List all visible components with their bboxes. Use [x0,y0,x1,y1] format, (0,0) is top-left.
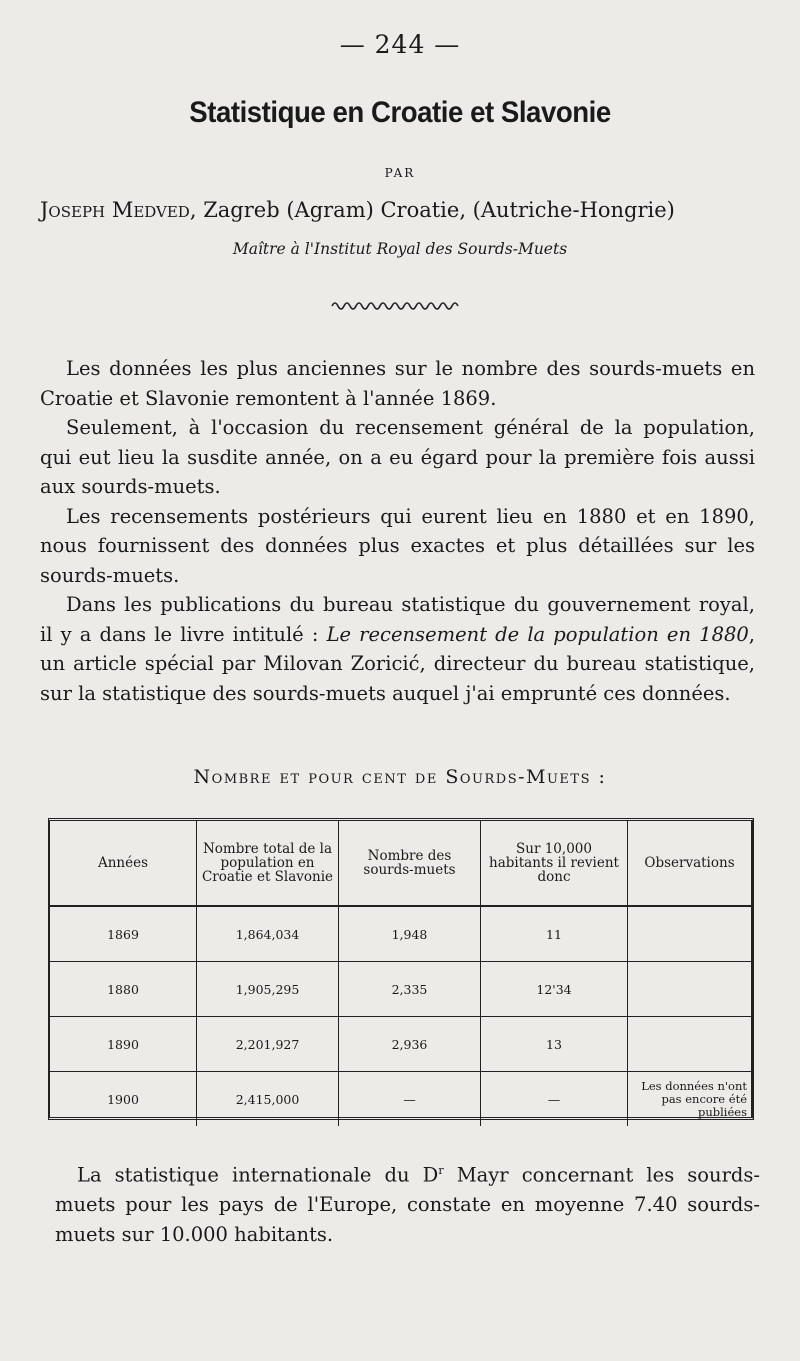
table-title: Nombre et pour cent de Sourds-Muets : [193,766,607,788]
table-row [50,1017,751,1072]
body-text [40,354,755,708]
closing-superscript: r [438,1164,444,1177]
cell-year: 1880 [50,962,197,1017]
book-title: Le recensement de la population en 1880 [326,622,749,646]
cell-year: 1890 [50,1017,197,1072]
cell-observations [628,1017,752,1072]
page-number: — 244 — [339,30,461,59]
header-years: Années [50,821,197,906]
table-row [50,906,751,962]
cell-observations [628,906,752,962]
paragraph-3: Les recensements postérieurs qui eurent lieu en 1880 et en 1890, nous fournissent des données plus exactes et plus détaillées sur les sourds-muets. [40,504,755,587]
cell-per-10000: 12'34 [481,962,628,1017]
author-affiliation: Maître à l'Institut Royal des Sourds-Muets [232,240,568,258]
statistics-table [48,818,754,1120]
cell-year: 1900 [50,1072,197,1127]
closing-text-start: La statistique internationale du D [77,1163,439,1187]
paragraph-4-start: Dans les publications du bureau statistique du gouvernement royal, il y a dans le livre intitulé : [40,593,755,646]
author-last-name: Medved [111,198,190,222]
paragraph-2: Seulement, à l'occasion du recensement général de la population, qui eut lieu la susdite année, on a eu égard pour la première fois aussi aux sourds-muets. [40,416,755,498]
by-line: PAR [384,166,416,180]
paragraph-1: Les données les plus anciennes sur le nombre des sourds-muets en Croatie et Slavonie remontent à l'année 1869. [40,357,755,410]
header-deafmutes: Nombre des sourds-muets [339,821,481,906]
paragraph-4-end: , un article spécial par Milovan Zoricić, directeur du bureau statistique, sur la statistique des sourds-muets auquel j'ai emprunté ces données. [40,622,755,705]
cell-deafmutes: — [339,1072,481,1127]
cell-population: 2,201,927 [197,1017,339,1072]
wave-ornament [330,298,460,318]
paragraph-4 [40,590,755,708]
header-population: Nombre total de la population en Croatie et Slavonie [197,821,339,906]
author-first-name: Joseph [40,198,106,222]
cell-year: 1869 [50,906,197,962]
cell-deafmutes: 1,948 [339,906,481,962]
table-row [50,1072,751,1127]
author-location: , Zagreb (Agram) Croatie, (Autriche-Hongrie) [189,198,675,222]
table-row [50,962,751,1017]
cell-observations [628,962,752,1017]
article-title: Statistique en Croatie et Slavonie [189,96,611,129]
cell-observations: Les données n'ont pas encore été publiées [641,1078,747,1119]
cell-per-10000: — [481,1072,628,1127]
cell-deafmutes: 2,936 [339,1017,481,1072]
cell-population: 2,415,000 [197,1072,339,1127]
cell-population: 1,864,034 [197,906,339,962]
cell-deafmutes: 2,335 [339,962,481,1017]
header-observations: Observations [628,821,752,906]
cell-population: 1,905,295 [197,962,339,1017]
closing-paragraph [55,1156,760,1249]
closing-text-end: Mayr concernant les sourds-muets pour les pays de l'Europe, constate en moyenne 7.40 sourds-muets sur 10.000 habitants. [55,1163,761,1246]
author-line [40,198,770,222]
cell-per-10000: 13 [481,1017,628,1072]
header-per-10000: Sur 10,000 habitants il revient donc [481,821,628,906]
cell-per-10000: 11 [481,906,628,962]
